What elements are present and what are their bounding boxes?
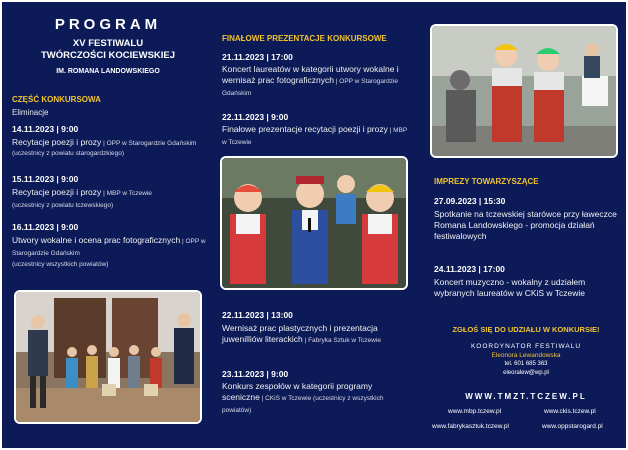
link-opp-starogard[interactable]: www.oppstarogard.pl <box>542 423 603 430</box>
link-fabryka-sztuk[interactable]: www.fabrykasztuk.tczew.pl <box>432 423 509 430</box>
event-place: | OPP w Starogardzie Gdańskim <box>101 140 197 147</box>
side-event-1 <box>434 196 619 242</box>
contest-event-1 <box>12 124 212 158</box>
contest-title: CZĘŚĆ KONKURSOWA <box>12 95 101 104</box>
photo-illustration <box>16 292 200 422</box>
event-place: | OPP w Starogardzie Gdańskim <box>222 78 399 97</box>
coordinator-block <box>430 342 622 378</box>
event-place: | OPP w Starogardzie Gdańskim <box>12 238 206 257</box>
event-place: | Fabryka Sztuk w Tczewie <box>302 337 381 344</box>
event-place: | MBP w Tczewie <box>101 190 152 197</box>
festival-patron: IM. ROMANA LANDOWSKIEGO <box>56 68 160 75</box>
finals-event-2 <box>222 112 412 148</box>
event-title: Recytacje poezji i prozy <box>12 187 102 197</box>
event-date: 24.11.2023 | 17:00 <box>434 264 505 274</box>
contest-event-2 <box>12 174 212 210</box>
event-date: 16.11.2023 | 9:00 <box>12 222 79 232</box>
event-title: Koncert laureatów w kategorii utwory wokalne i wernisaż prac fotograficznych <box>222 64 399 85</box>
coordinator-email[interactable]: eleoralew@wp.pl <box>503 370 549 376</box>
event-note: (uczestnicy z powiatu starogardzkiego) <box>12 150 124 157</box>
event-place: | CKiS w Tczewie (uczestnicy z wszystkich powiatów) <box>222 395 384 414</box>
coordinator-phone: tel. 601 685 363 <box>504 361 548 367</box>
event-note: (uczestnicy z powiatu tczewskiego) <box>12 202 114 209</box>
event-date: 27.09.2023 | 15:30 <box>434 196 506 206</box>
signup-call-to-action: ZGŁOŚ SIĘ DO UDZIAŁU W KONKURSIE! <box>452 325 600 334</box>
finals-event-1 <box>222 52 412 99</box>
side-event-2 <box>434 264 619 299</box>
festival-line-1: XV FESTIWALU <box>72 38 144 49</box>
event-date: 15.11.2023 | 9:00 <box>12 174 79 184</box>
festival-line-2: TWÓRCZOŚCI KOCIEWSKIEJ <box>40 50 176 61</box>
event-title: Utwory wokalne i ocena prac fotograficznych <box>12 235 181 245</box>
link-ckis[interactable]: www.ckis.tczew.pl <box>544 408 596 415</box>
contest-event-3 <box>12 222 212 269</box>
event-date: 22.11.2023 | 13:00 <box>222 310 293 320</box>
link-mbp[interactable]: www.mbp.tczew.pl <box>448 408 502 415</box>
program-heading: PROGRAM <box>54 16 162 33</box>
photo-costumed-children-stage <box>14 290 202 424</box>
finals-event-3 <box>222 310 412 346</box>
event-title: Spotkanie na tczewskiej starówce przy ławeczce Romana Landowskiego - promocja działań festiwalowych <box>434 209 617 241</box>
finals-title: FINAŁOWE PREZENTACJE KONKURSOWE <box>222 34 387 43</box>
photo-children-folk-costumes <box>220 156 408 290</box>
finals-event-4 <box>222 369 412 416</box>
photo-children-with-statue <box>430 24 618 158</box>
event-title: Konkurs zespołów w kategorii programy sceniczne <box>222 381 373 402</box>
festival-poster <box>2 2 626 448</box>
event-title: Koncert muzyczno - wokalny z udziałem wybranych laureatów w CKiS w Tczewie <box>434 277 586 298</box>
event-title: Recytacje poezji i prozy <box>12 137 102 147</box>
coordinator-name: Eleonora Lewandowska <box>491 352 561 359</box>
website-main-link[interactable]: WWW.TMZT.TCZEW.PL <box>465 392 587 401</box>
event-date: 22.11.2023 | 9:00 <box>222 112 289 122</box>
event-title: Wernisaż prac plastycznych i prezentacja juwenilliów literackich <box>222 323 378 344</box>
event-title: Finałowe prezentacje recytacji poezji i prozy <box>222 124 388 134</box>
coordinator-title: KOORDYNATOR FESTIWALU <box>470 343 582 350</box>
event-place: | MBP w Tczewie <box>222 127 408 146</box>
event-date: 21.11.2023 | 17:00 <box>222 52 293 62</box>
photo-illustration <box>432 26 616 156</box>
event-date: 14.11.2023 | 9:00 <box>12 124 79 134</box>
event-date: 23.11.2023 | 9:00 <box>222 369 289 379</box>
event-note: (uczestnicy wszystkich powiatów) <box>12 261 109 268</box>
contest-subtitle: Eliminacje <box>12 108 49 117</box>
side-events-title: IMPREZY TOWARZYSZĄCE <box>434 177 539 186</box>
photo-illustration <box>222 158 406 288</box>
